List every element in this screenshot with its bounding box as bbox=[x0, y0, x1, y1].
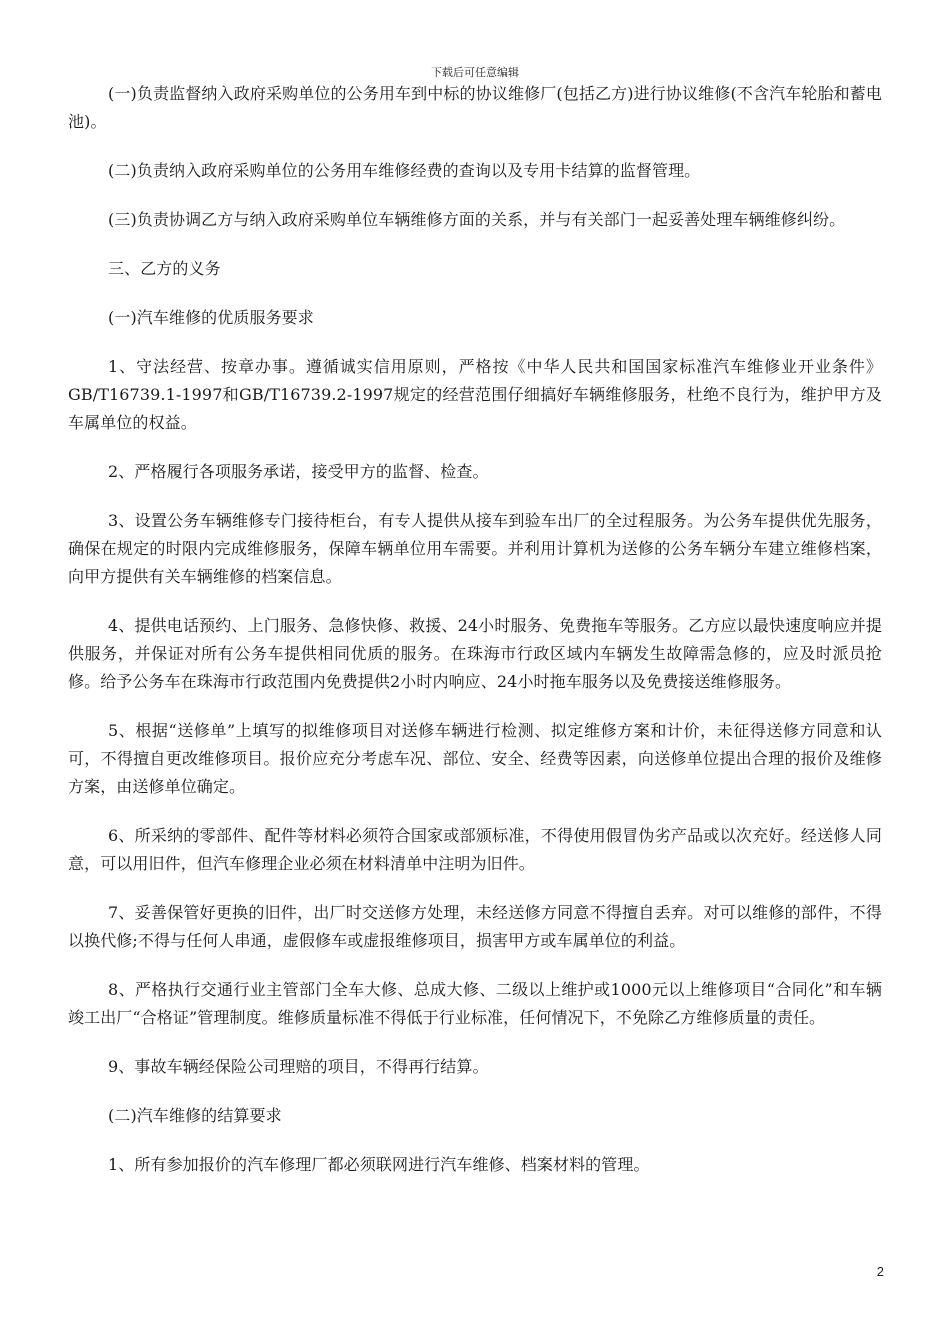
subsection-heading-service-requirements: (一)汽车维修的优质服务要求 bbox=[108, 308, 314, 327]
list-item-7-old-parts: 7、妥善保管好更换的旧件，出厂时交送修方处理，未经送修方同意不得擅自丢弃。对可以维修的部件，不得以换代修;不得与任何人串通，虚假修车或虚报维修项目，损害甲方或车属单位的利益。 bbox=[68, 903, 882, 950]
section-heading-party-b-obligations: 三、乙方的义务 bbox=[108, 259, 221, 278]
list-item-6-parts-standards: 6、所采纳的零部件、配件等材料必须符合国家或部颁标准，不得使用假冒伪劣产品或以次充好。经送修人同意，可以用旧件，但汽车修理企业必须在材料清单中注明为旧件。 bbox=[68, 826, 882, 873]
list-item-2-service-commitments: 2、严格履行各项服务承诺，接受甲方的监督、检查。 bbox=[108, 462, 489, 481]
list-item-1-lawful-operation: 1、守法经营、按章办事。遵循诚实信用原则，严格按《中华人民共和国国家标准汽车维修业开业条件》GB/T16739.1-1997和GB/T16739.2-1997规定的经营范围仔细搞好车辆维修服务，杜绝不良行为，维护甲方及车属单位的权益。 bbox=[68, 357, 882, 432]
paragraph-expense-query: (二)负责纳入政府采购单位的公务用车维修经费的查询以及专用卡结算的监督管理。 bbox=[108, 161, 701, 180]
settlement-item-1-networking: 1、所有参加报价的汽车修理厂都必须联网进行汽车维修、档案材料的管理。 bbox=[108, 1155, 650, 1174]
header-note: 下载后可任意编辑 bbox=[431, 66, 519, 79]
list-item-9-insurance-claims: 9、事故车辆经保险公司理赔的项目，不得再行结算。 bbox=[108, 1057, 489, 1076]
document-body bbox=[68, 80, 882, 1200]
list-item-4-phone-booking: 4、提供电话预约、上门服务、急修快修、救援、24小时服务、免费拖车等服务。乙方应以最快速度响应并提供服务，并保证对所有公务车提供相同优质的服务。在珠海市行政区域内车辆发生故障需急修的，应及时派员抢修。给予公务车在珠海市行政范围内免费提供2小时内响应、24小时拖车服务以及免费接送维修服务。 bbox=[68, 616, 882, 691]
page-number: 2 bbox=[876, 1264, 884, 1279]
list-item-5-repair-order: 5、根据“送修单”上填写的拟维修项目对送修车辆进行检测、拟定维修方案和计价，未征得送修方同意和认可，不得擅自更改维修项目。报价应充分考虑车况、部位、安全、经费等因素，向送修单位提出合理的报价及维修方案，由送修单位确定。 bbox=[68, 721, 882, 796]
list-item-3-reception-counter: 3、设置公务车辆维修专门接待柜台，有专人提供从接车到验车出厂的全过程服务。为公务车提供优先服务，确保在规定的时限内完成维修服务，保障车辆单位用车需要。并利用计算机为送修的公务车辆分车建立维修档案，向甲方提供有关车辆维修的档案信息。 bbox=[68, 511, 882, 586]
subsection-heading-settlement-requirements: (二)汽车维修的结算要求 bbox=[108, 1106, 282, 1125]
paragraph-supervise-repair: (一)负责监督纳入政府采购单位的公务用车到中标的协议维修厂(包括乙方)进行协议维修(不含汽车轮胎和蓄电池)。 bbox=[68, 84, 882, 131]
paragraph-coordinate-disputes: (三)负责协调乙方与纳入政府采购单位车辆维修方面的关系，并与有关部门一起妥善处理车辆维修纠纷。 bbox=[108, 210, 846, 229]
list-item-8-quality-management: 8、严格执行交通行业主管部门全车大修、总成大修、二级以上维护或1000元以上维修项目“合同化”和车辆竣工出厂“合格证”管理制度。维修质量标准不得低于行业标准，任何情况下，不免除乙方维修质量的责任。 bbox=[68, 980, 882, 1027]
